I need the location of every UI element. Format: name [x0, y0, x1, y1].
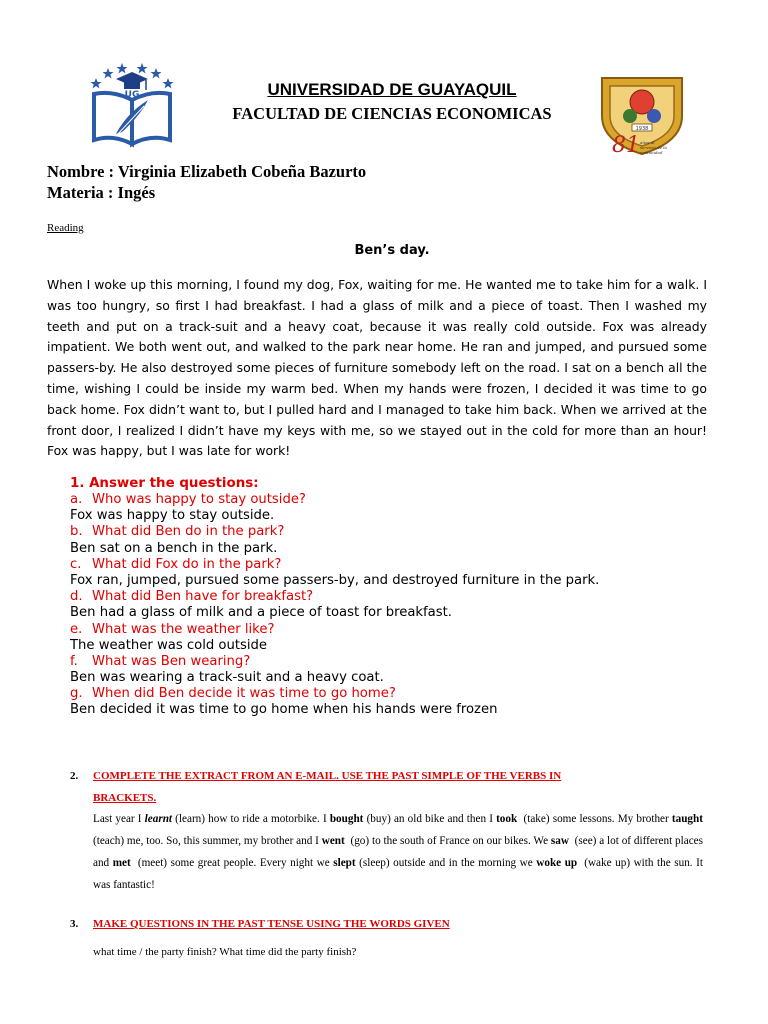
- svg-text:comunidad: comunidad: [640, 150, 663, 155]
- qa-list: [70, 492, 599, 719]
- question-letter: g.: [70, 686, 83, 702]
- extract-text: (teach) me, too. So, this summer, my brother and I: [93, 813, 709, 847]
- question-letter: e.: [70, 621, 83, 637]
- question-item: [70, 686, 599, 702]
- section3-example: what time / the party finish? What time did the party finish?: [93, 946, 357, 958]
- verb-answer: took: [496, 813, 518, 825]
- section3-heading: MAKE QUESTIONS IN THE PAST TENSE USING THE WORDS GIVEN: [93, 918, 450, 930]
- question-text: What was Ben wearing?: [92, 653, 251, 669]
- story-title: Ben’s day.: [354, 243, 430, 258]
- faculty-name: FACULTAD DE CIENCIAS ECONOMICAS: [232, 104, 552, 123]
- extract-text: (see) a lot of different places and: [93, 835, 706, 869]
- question-text: What did Fox do in the park?: [92, 556, 282, 572]
- answer-text: Ben decided it was time to go home when his hands were frozen: [70, 702, 498, 718]
- section1-heading: 1. Answer the questions:: [70, 476, 259, 491]
- question-item: [70, 492, 599, 508]
- question-letter: c.: [70, 556, 82, 572]
- question-letter: b.: [70, 524, 83, 540]
- question-text: Who was happy to stay outside?: [92, 492, 306, 507]
- verb-answer: saw: [550, 835, 569, 847]
- faculty-crest: [596, 72, 688, 161]
- verb-answer: slept: [333, 857, 356, 869]
- question-item: [70, 654, 599, 670]
- question-text: What did Ben have for breakfast?: [92, 589, 314, 605]
- extract-text: (go) to the south of France on our bikes. We: [344, 835, 551, 847]
- section2-heading-line1: COMPLETE THE EXTRACT FROM AN E-MAIL. USE THE PAST SIMPLE OF THE VERBS IN: [93, 770, 562, 782]
- extract-text: (learn) how to ride a motorbike. I: [172, 813, 330, 825]
- verb-answer: taught: [671, 813, 703, 825]
- verb-answer: woke up: [536, 857, 578, 869]
- svg-text:81: 81: [612, 133, 640, 156]
- svg-text:servicio de la: servicio de la: [640, 145, 667, 150]
- answer-text: Fox ran, jumped, pursued some passers-by, and destroyed furniture in the park.: [70, 572, 600, 588]
- extract-text: (sleep) outside and in the morning we: [355, 857, 537, 869]
- answer-text: Ben had a glass of milk and a piece of toast for breakfast.: [70, 605, 452, 621]
- question-letter: d.: [70, 589, 83, 605]
- section2-heading-line2: BRACKETS.: [93, 792, 157, 804]
- crest-icon: [596, 72, 688, 156]
- answer-text: Fox was happy to stay outside.: [70, 508, 275, 524]
- svg-text:1938: 1938: [635, 126, 649, 132]
- extract-text: (take) some lessons. My brother: [517, 813, 672, 825]
- university-name: UNIVERSIDAD DE GUAYAQUIL: [267, 80, 517, 99]
- extract-text: (wake up) with the sun. It was fantastic!: [93, 857, 706, 891]
- extract-text: (meet) some great people. Every night we: [130, 857, 334, 869]
- answer-text: Ben sat on a bench in the park.: [70, 540, 278, 556]
- question-item: [70, 524, 599, 540]
- question-letter: f.: [70, 653, 78, 669]
- question-item: [70, 622, 599, 638]
- section2-number: 2.: [70, 770, 79, 782]
- question-text: What was the weather like?: [92, 621, 275, 637]
- section2-heading: [93, 765, 561, 809]
- verb-answer: bought: [329, 813, 364, 825]
- student-name: Nombre : Virginia Elizabeth Cobeña Bazurto: [47, 162, 367, 181]
- question-text: When did Ben decide it was time to go home?: [92, 686, 396, 702]
- question-item: [70, 589, 599, 605]
- svg-text:años al: años al: [640, 140, 655, 145]
- email-extract: [93, 808, 709, 896]
- subject-name: Materia : Ingés: [47, 183, 156, 202]
- section3-number: 3.: [70, 918, 79, 930]
- reading-label: Reading: [47, 222, 84, 234]
- extract-text: (buy) an old bike and then I: [363, 813, 497, 825]
- answer-text: Ben was wearing a track-suit and a heavy coat.: [70, 670, 384, 686]
- question-letter: a.: [70, 492, 83, 507]
- answer-text: The weather was cold outside: [70, 637, 268, 653]
- verb-answer: met: [112, 857, 131, 869]
- question-item: [70, 557, 599, 573]
- verb-answer: learnt: [144, 813, 173, 825]
- extract-text: Last year I: [93, 813, 145, 825]
- verb-answer: went: [321, 835, 345, 847]
- question-text: What did Ben do in the park?: [92, 524, 285, 540]
- svg-text:UG: UG: [124, 90, 140, 100]
- story-text: When I woke up this morning, I found my dog, Fox, waiting for me. He wanted me to take him for a walk. I was too hungry, so first I had breakfast. I had a glass of milk and a piece of toast. Then I washed my teeth and put on a track-suit and a heavy coat, because it was really cold outside. Fox was already impatient. We both went out, and walked to the park near home. He ran and jumped, and pursued some passers-by. He also destroyed some pieces of furniture somebody left on the road. I sat on a bench all the time, wishing I could be inside my warm bed. When my hands were frozen, I decided it was time to go back home. Fox didn’t want to, but I pulled hard and I managed to take him back. When we arrived at the front door, I realized I didn’t have my keys with me, so we stayed out in the cold for more than an hour! Fox was happy, but I was late for work!: [47, 277, 707, 459]
